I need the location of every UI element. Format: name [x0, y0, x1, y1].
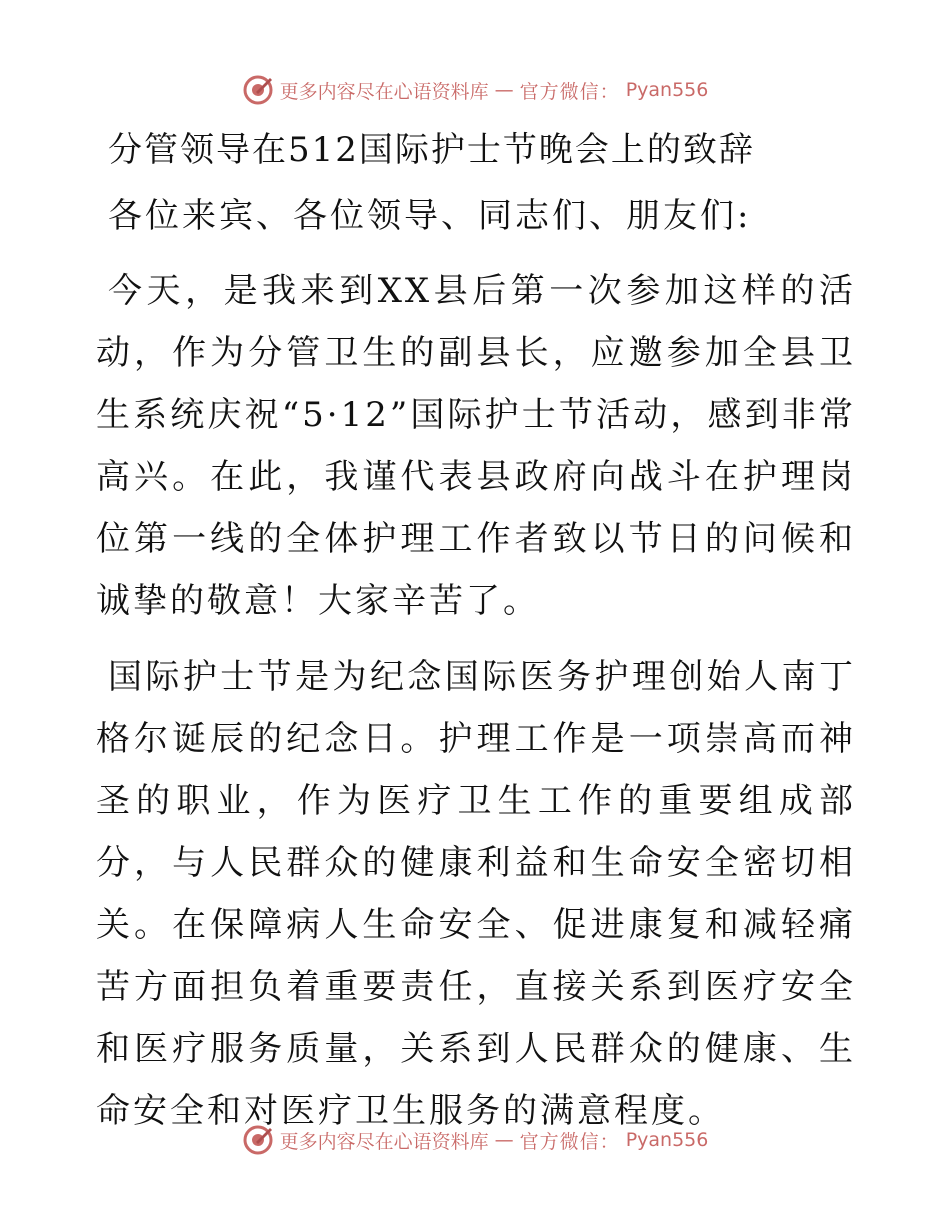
paragraph-2: 国际护士节是为纪念国际医务护理创始人南丁格尔诞辰的纪念日。护理工作是一项崇高而神圣的职业，作为医疗卫生工作的重要组成部分，与人民群众的健康利益和生命安全密切相关。在保障病人生命安全、促进康复和减轻痛苦方面担负着重要责任，直接关系到医疗安全和医疗服务质量，关系到人民群众的健康、生命安全和对医疗卫生服务的满意程度。: [96, 657, 856, 1131]
document-title: 分管领导在512国际护士节晚会上的致辞: [108, 130, 755, 170]
watermark-brand-text: 更多内容尽在心语资料库: [279, 1130, 489, 1153]
brush-circle-logo-icon: [242, 74, 274, 106]
footer-watermark: [0, 1120, 950, 1160]
watermark-dash: —: [494, 79, 514, 101]
watermark-brand-text: 更多内容尽在心语资料库: [279, 80, 489, 103]
document-body: [96, 122, 856, 1156]
paragraph-1: 今天，是我来到XX县后第一次参加这样的活动，作为分管卫生的副县长，应邀参加全县卫生系统庆祝“5·12”国际护士节活动，感到非常高兴。在此，我谨代表县政府向战斗在护理岗位第一线的全体护理工作者致以节日的问候和诚挚的敬意！大家辛苦了。: [96, 271, 856, 621]
watermark-official-label: 官方微信：: [519, 1130, 620, 1153]
watermark-official-label: 官方微信：: [519, 80, 620, 103]
header-watermark: [0, 70, 950, 110]
brush-circle-logo-icon: [242, 1124, 274, 1156]
watermark-wechat-id: Pyan556: [625, 1129, 709, 1151]
document-salutation: 各位来宾、各位领导、同志们、朋友们:: [108, 196, 752, 236]
watermark-wechat-id: Pyan556: [625, 79, 709, 101]
watermark-dash: —: [494, 1129, 514, 1151]
